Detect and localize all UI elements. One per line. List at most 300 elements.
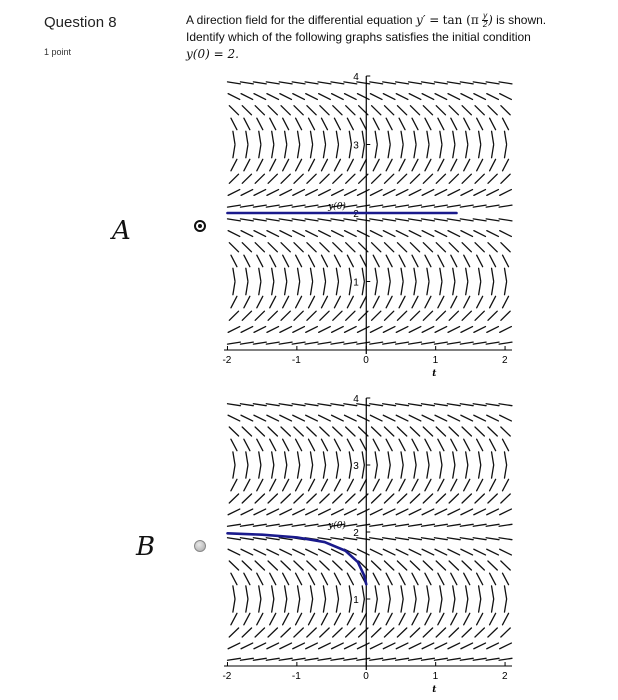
slope-segment (318, 82, 331, 84)
slope-segment (464, 613, 470, 624)
slope-segment (240, 404, 253, 406)
slope-segment (447, 404, 460, 406)
slope-segment (502, 573, 508, 584)
slope-segment (253, 342, 266, 344)
slope-segment (309, 159, 315, 171)
slope-segment (244, 159, 250, 171)
slope-segment (479, 465, 481, 478)
slope-segment (332, 94, 344, 100)
slope-segment (422, 231, 434, 237)
slope-segment (242, 561, 251, 570)
slope-segment (334, 573, 340, 584)
slope-segment (492, 465, 494, 478)
slope-segment (383, 415, 395, 421)
slope-segment (293, 415, 305, 421)
slope-segment (229, 106, 238, 115)
fraction-numerator: y (483, 11, 488, 21)
slope-segment (414, 465, 416, 478)
slope-segment (434, 82, 447, 84)
slope-segment (305, 205, 318, 207)
slope-segment (357, 342, 370, 344)
slope-segment (345, 231, 357, 237)
slope-segment (296, 573, 302, 584)
slope-segment (310, 599, 312, 612)
slope-segment (233, 599, 235, 612)
slope-segment (422, 219, 435, 221)
slope-segment (434, 658, 447, 660)
slope-segment (244, 118, 250, 130)
slope-segment (499, 205, 512, 207)
slope-segment (296, 439, 302, 450)
slope-segment (370, 219, 383, 221)
slope-segment (477, 118, 483, 130)
x-tick-label: 0 (363, 671, 369, 682)
slope-segment (241, 509, 253, 515)
slope-segment (266, 404, 279, 406)
slope-segment (436, 561, 445, 570)
slope-segment (320, 561, 329, 570)
slope-segment (233, 268, 235, 281)
slope-segment (309, 118, 315, 130)
slope-segment (306, 190, 318, 196)
slope-segment (479, 282, 481, 295)
slope-segment (396, 524, 409, 526)
slope-segment (473, 658, 486, 660)
slope-segment (462, 311, 471, 320)
slope-segment (347, 573, 353, 584)
slope-segment (253, 205, 266, 207)
slope-segment (279, 404, 292, 406)
slope-segment (346, 174, 355, 183)
slope-segment (349, 586, 351, 599)
initial-condition-label: y(0) (328, 520, 346, 531)
slope-segment (267, 231, 279, 237)
slope-segment (436, 174, 445, 183)
slope-segment (386, 439, 392, 450)
slope-segment (386, 573, 392, 584)
slope-segment (500, 643, 512, 649)
fraction-denominator: 2 (482, 20, 488, 30)
slope-segment (396, 342, 409, 344)
slope-segment (462, 243, 471, 252)
slope-segment (384, 427, 393, 436)
slope-segment (228, 538, 241, 540)
x-tick-label: 2 (502, 671, 508, 682)
slope-segment (283, 118, 289, 130)
slope-segment (487, 94, 499, 100)
slope-segment (477, 479, 483, 490)
slope-segment (462, 174, 471, 183)
slope-segment (294, 628, 303, 637)
slope-segment (292, 524, 305, 526)
slope-segment (257, 573, 263, 584)
slope-segment (449, 628, 458, 637)
slope-segment (244, 613, 250, 624)
slope-segment (410, 427, 419, 436)
slope-segment (440, 586, 442, 599)
slope-segment (440, 145, 442, 158)
slope-segment (490, 613, 496, 624)
slope-segment (298, 282, 300, 295)
slope-segment (486, 404, 499, 406)
slope-segment (349, 282, 351, 295)
slope-segment (323, 145, 325, 158)
slope-segment (466, 599, 468, 612)
slope-segment (396, 94, 408, 100)
slope-segment (280, 549, 292, 555)
slope-segment (499, 404, 512, 406)
slope-segment (396, 219, 409, 221)
slope-segment (423, 561, 432, 570)
slope-segment (357, 205, 370, 207)
slope-segment (425, 255, 431, 267)
slope-segment (370, 231, 382, 237)
slope-segment (240, 524, 253, 526)
slope-segment (270, 479, 276, 490)
slope-segment (372, 243, 381, 252)
slope-segment (373, 255, 379, 267)
slope-segment (266, 658, 279, 660)
slope-segment (255, 174, 264, 183)
slope-segment (360, 118, 366, 130)
slope-segment (447, 524, 460, 526)
slope-segment (409, 509, 421, 515)
slope-segment (319, 190, 331, 196)
slope-segment (331, 658, 344, 660)
slope-segment (487, 190, 499, 196)
slope-segment (306, 327, 318, 333)
slope-segment (401, 599, 403, 612)
slope-segment (475, 494, 484, 503)
slope-segment (242, 628, 251, 637)
slope-segment (438, 159, 444, 171)
slope-segment (293, 231, 305, 237)
slope-segment (475, 311, 484, 320)
slope-segment (414, 131, 416, 144)
slope-segment (296, 479, 302, 490)
question-line-1b: is shown. (492, 13, 547, 27)
slope-segment (460, 658, 473, 660)
slope-segment (440, 465, 442, 478)
slope-segment (233, 452, 235, 465)
slope-segment (409, 231, 421, 237)
slope-segment (349, 452, 351, 465)
slope-segment (449, 427, 458, 436)
slope-segment (473, 342, 486, 344)
slope-segment (244, 255, 250, 267)
slope-segment (254, 643, 266, 649)
slope-segment (396, 190, 408, 196)
slope-segment (388, 145, 390, 158)
slope-segment (460, 219, 473, 221)
slope-segment (244, 439, 250, 450)
slope-segment (253, 82, 266, 84)
slope-segment (283, 296, 289, 308)
slope-segment (399, 255, 405, 267)
slope-segment (246, 599, 248, 612)
slope-segment (246, 282, 248, 295)
slope-segment (492, 282, 494, 295)
slope-segment (231, 439, 237, 450)
slope-segment (388, 465, 390, 478)
slope-segment (375, 586, 377, 599)
slope-segment (294, 427, 303, 436)
slope-segment (499, 342, 512, 344)
slope-segment (242, 311, 251, 320)
slope-segment (318, 404, 331, 406)
slope-segment (388, 586, 390, 599)
slope-segment (462, 427, 471, 436)
slope-segment (347, 613, 353, 624)
slope-segment (440, 452, 442, 465)
slope-segment (385, 311, 394, 320)
slope-segment (231, 118, 237, 130)
slope-segment (383, 509, 395, 515)
slope-segment (229, 494, 238, 503)
question-title: Question 8 (44, 14, 117, 31)
slope-segment (502, 439, 508, 450)
slope-segment (461, 549, 473, 555)
slope-segment (321, 118, 327, 130)
slope-segment (425, 479, 431, 490)
slope-segment (309, 573, 315, 584)
slope-segment (254, 415, 266, 421)
slope-segment (490, 439, 496, 450)
slope-segment (414, 599, 416, 612)
slope-segment (372, 561, 381, 570)
slope-segment (412, 296, 418, 308)
slope-segment (427, 452, 429, 465)
x-axis-label: t (432, 685, 437, 695)
slope-segment (319, 231, 331, 237)
slope-segment (401, 268, 403, 281)
slope-segment (228, 94, 240, 100)
slope-segment (267, 549, 279, 555)
slope-segment (396, 658, 409, 660)
slope-segment (504, 452, 506, 465)
slope-segment (267, 327, 279, 333)
slope-segment (293, 643, 305, 649)
slope-segment (246, 131, 248, 144)
slope-segment (231, 573, 237, 584)
slope-segment (259, 599, 261, 612)
slope-segment (283, 573, 289, 584)
slope-segment (345, 643, 357, 649)
slope-segment (331, 219, 344, 221)
slope-segment (349, 465, 351, 478)
slope-segment (241, 190, 253, 196)
slope-segment (449, 174, 458, 183)
slope-segment (440, 599, 442, 612)
slope-segment (492, 131, 494, 144)
slope-segment (270, 573, 276, 584)
slope-segment (500, 190, 512, 196)
slope-segment (370, 549, 382, 555)
slope-segment (486, 82, 499, 84)
slope-segment (349, 145, 351, 158)
slope-segment (492, 268, 494, 281)
slope-segment (255, 106, 264, 115)
slope-segment (346, 106, 355, 115)
slope-segment (479, 131, 481, 144)
slope-segment (241, 643, 253, 649)
slope-segment (410, 174, 419, 183)
slope-segment (414, 145, 416, 158)
slope-segment (397, 311, 406, 320)
slope-segment (434, 524, 447, 526)
slope-segment (373, 159, 379, 171)
slope-segment (370, 415, 382, 421)
slope-segment (438, 573, 444, 584)
slope-segment (383, 342, 396, 344)
equation-lhs: y′ = (415, 13, 440, 27)
slope-segment (292, 205, 305, 207)
slope-segment (347, 255, 353, 267)
slope-segment (423, 494, 432, 503)
slope-segment (501, 494, 510, 503)
slope-segment (460, 538, 473, 540)
slope-segment (357, 231, 369, 237)
slope-segment (461, 190, 473, 196)
slope-segment (438, 439, 444, 450)
slope-segment (320, 106, 329, 115)
slope-segment (255, 427, 264, 436)
slope-segment (499, 524, 512, 526)
slope-segment (310, 465, 312, 478)
slope-segment (279, 342, 292, 344)
slope-segment (246, 268, 248, 281)
slope-segment (477, 573, 483, 584)
slope-segment (448, 94, 460, 100)
slope-segment (453, 599, 455, 612)
slope-segment (370, 94, 382, 100)
slope-segment (320, 174, 329, 183)
slope-segment (307, 243, 316, 252)
slope-segment (423, 106, 432, 115)
slope-segment (499, 219, 512, 221)
slope-segment (231, 296, 237, 308)
slope-segment (448, 643, 460, 649)
slope-segment (294, 106, 303, 115)
slope-segment (323, 131, 325, 144)
slope-segment (383, 404, 396, 406)
slope-segment (283, 479, 289, 490)
slope-segment (505, 145, 507, 158)
slope-segment (383, 658, 396, 660)
slope-segment (280, 94, 292, 100)
slope-segment (422, 205, 435, 207)
slope-segment (306, 94, 318, 100)
slope-segment (385, 174, 394, 183)
slope-segment (283, 255, 289, 267)
slope-segment (487, 415, 499, 421)
slope-segment (323, 268, 325, 281)
slope-segment (451, 439, 457, 450)
slope-segment (486, 658, 499, 660)
slope-segment (253, 219, 266, 221)
slope-segment (254, 327, 266, 333)
slope-segment (259, 586, 261, 599)
slope-segment (412, 255, 418, 267)
slope-segment (228, 524, 241, 526)
slope-segment (292, 404, 305, 406)
slope-segment (283, 439, 289, 450)
option-b-radio[interactable] (194, 540, 206, 552)
slope-segment (425, 296, 431, 308)
slope-segment (268, 427, 277, 436)
slope-segment (504, 599, 506, 612)
slope-segment (504, 465, 506, 478)
slope-segment (267, 509, 279, 515)
slope-segment (296, 296, 302, 308)
slope-segment (320, 494, 329, 503)
slope-segment (438, 255, 444, 267)
slope-segment (270, 118, 276, 130)
question-text (186, 12, 606, 63)
slope-segment (268, 174, 277, 183)
slope-segment (280, 415, 292, 421)
slope-segment (451, 159, 457, 171)
slope-segment (347, 439, 353, 450)
slope-segment (427, 282, 429, 295)
slope-segment (272, 268, 274, 281)
slope-segment (357, 549, 369, 555)
slope-segment (357, 327, 369, 333)
slope-segment (475, 243, 484, 252)
y-tick-label: 2 (353, 528, 359, 539)
slope-segment (280, 231, 292, 237)
equation-rhs: tan (π (442, 13, 479, 27)
slope-segment (229, 311, 238, 320)
slope-segment (488, 494, 497, 503)
slope-segment (294, 494, 303, 503)
slope-segment (438, 118, 444, 130)
slope-segment (270, 439, 276, 450)
slope-segment (357, 524, 370, 526)
slope-segment (490, 255, 496, 267)
slope-segment (449, 243, 458, 252)
slope-segment (434, 342, 447, 344)
slope-segment (427, 145, 429, 158)
slope-segment (399, 613, 405, 624)
slope-segment (422, 538, 435, 540)
slope-segment (396, 509, 408, 515)
slope-segment (323, 282, 325, 295)
slope-segment (412, 439, 418, 450)
slope-segment (453, 131, 455, 144)
slope-segment (281, 494, 290, 503)
slope-segment (409, 549, 421, 555)
slope-segment (267, 190, 279, 196)
slope-segment (423, 174, 432, 183)
slope-segment (255, 628, 264, 637)
slope-segment (435, 509, 447, 515)
slope-segment (462, 494, 471, 503)
slope-segment (320, 311, 329, 320)
slope-segment (307, 494, 316, 503)
slope-segment (319, 327, 331, 333)
slope-segment (397, 628, 406, 637)
slope-segment (399, 439, 405, 450)
slope-segment (360, 255, 366, 267)
option-a-radio[interactable] (194, 220, 206, 232)
slope-segment (357, 509, 369, 515)
slope-segment (414, 282, 416, 295)
slope-segment (305, 658, 318, 660)
slope-segment (501, 427, 510, 436)
slope-segment (438, 296, 444, 308)
slope-segment (346, 628, 355, 637)
